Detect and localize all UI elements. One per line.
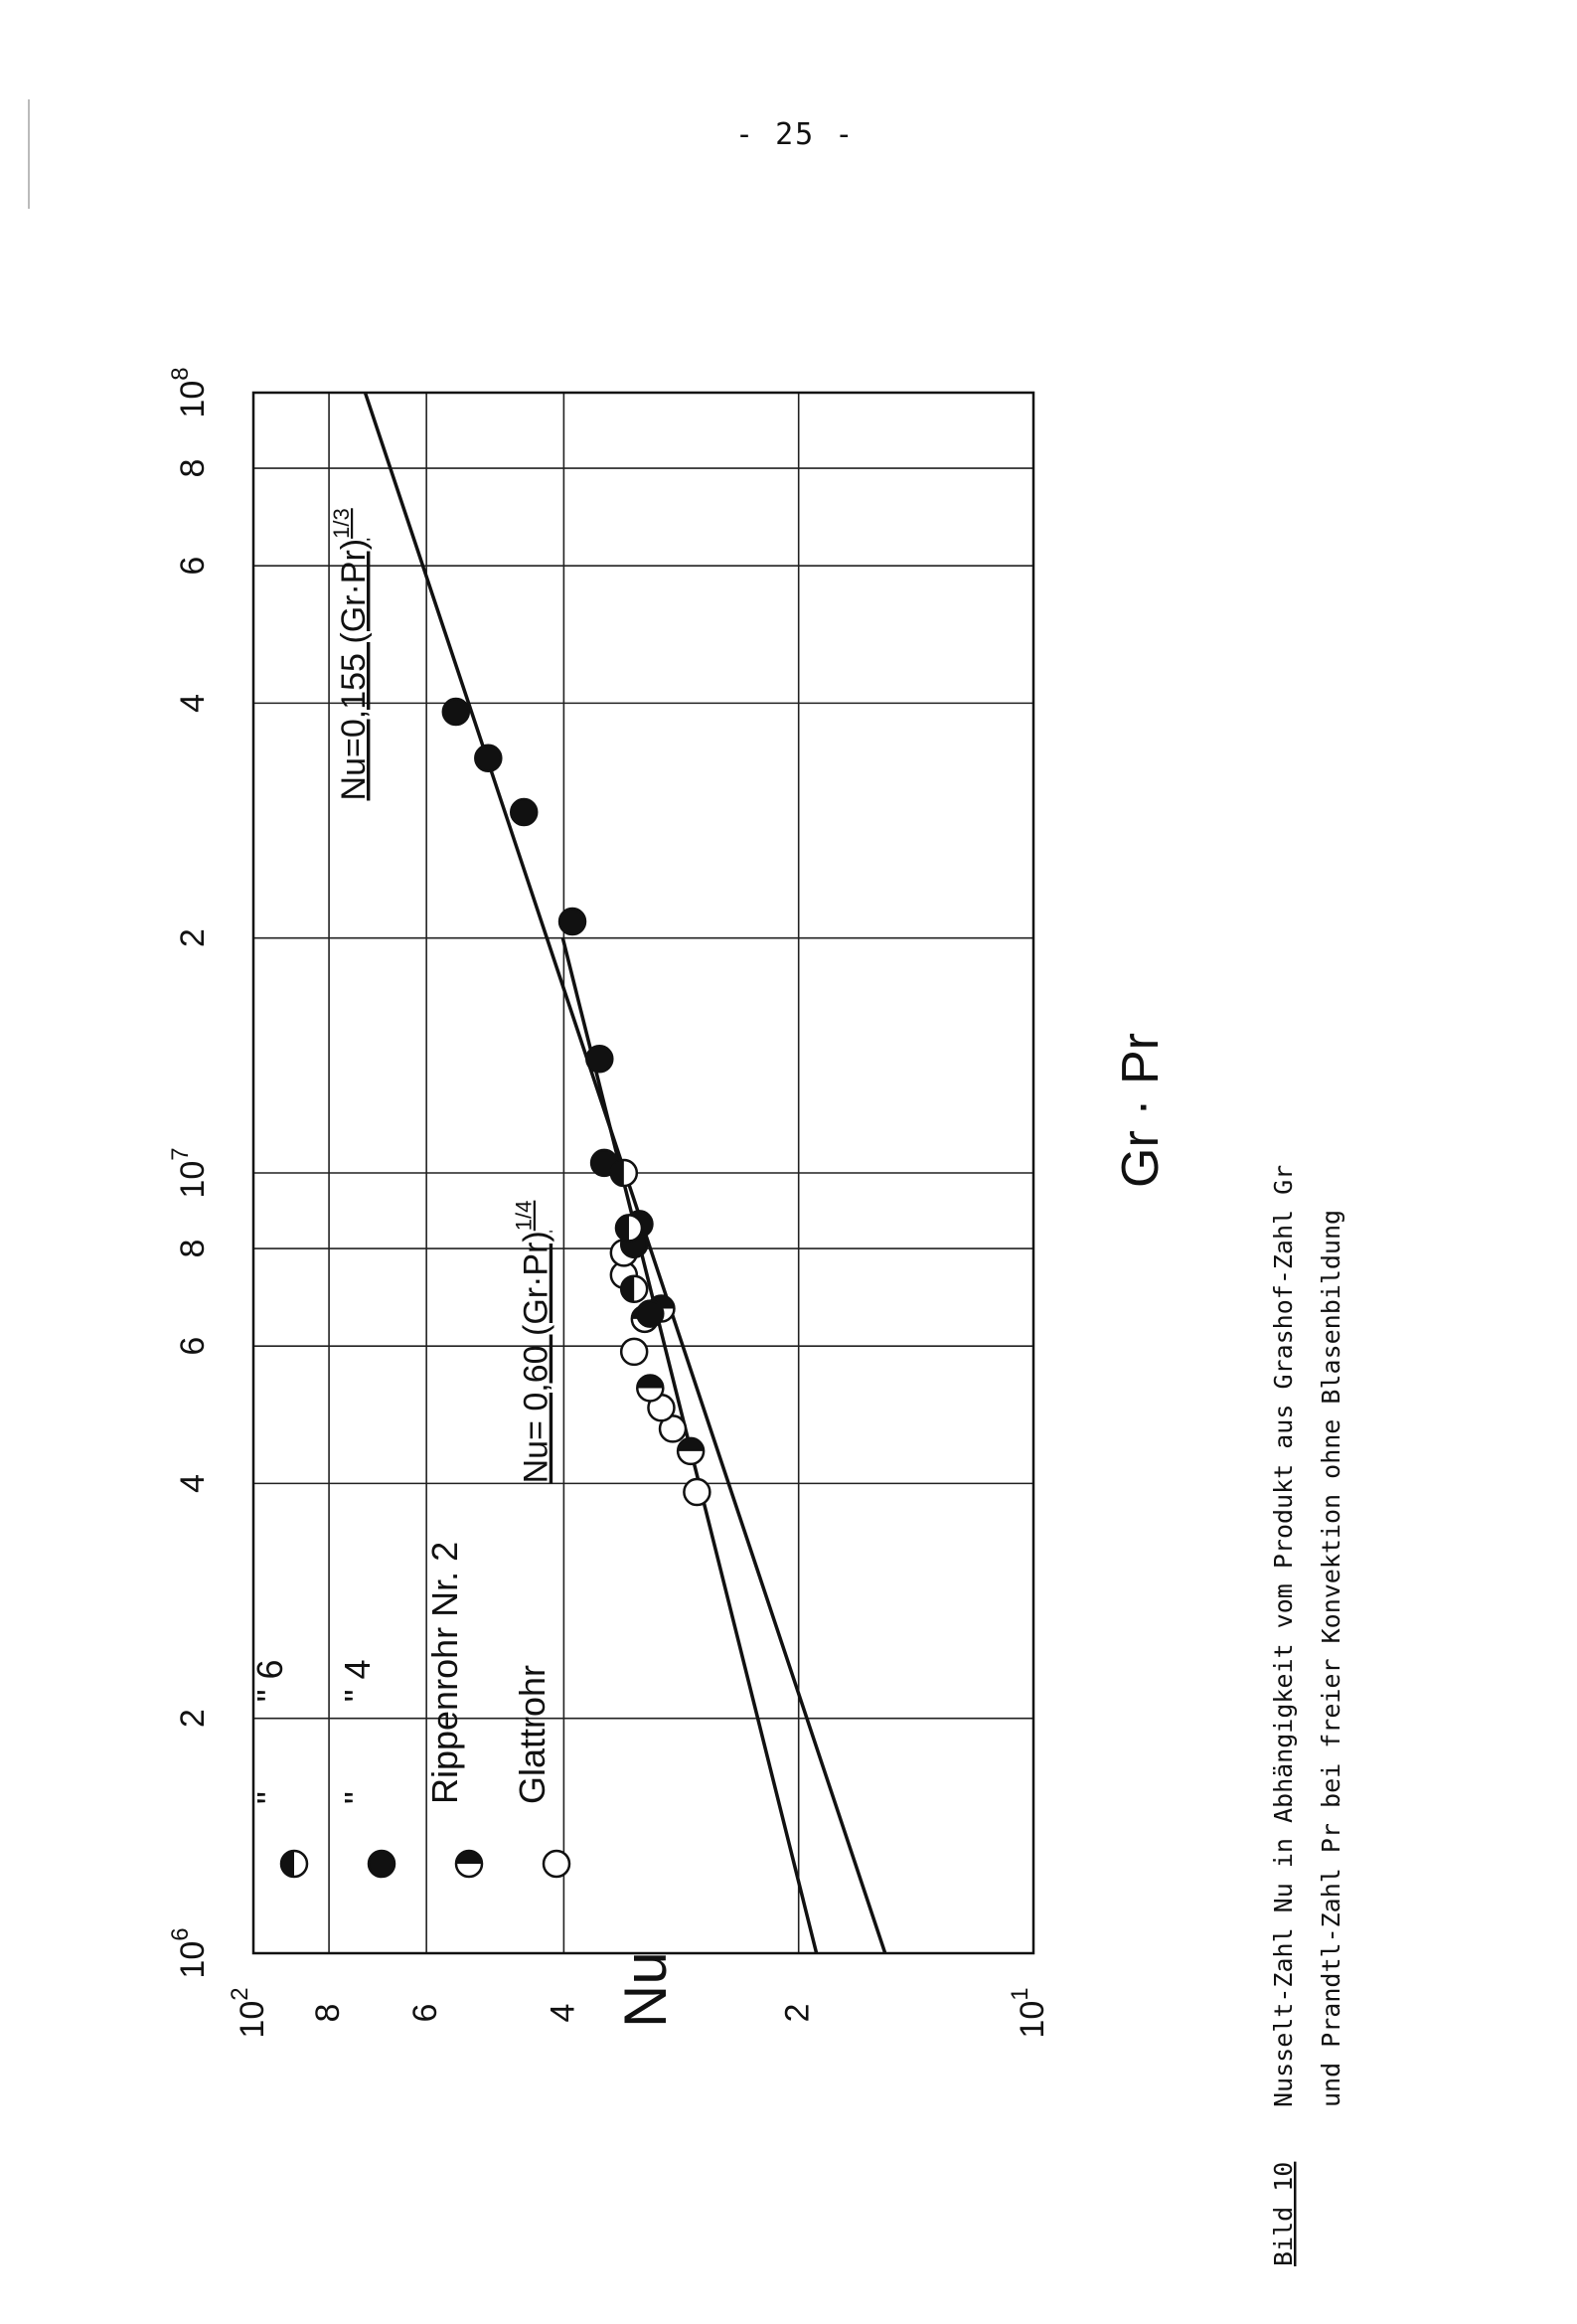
legend	[249, 1542, 569, 1877]
half-right-marker	[616, 1215, 642, 1241]
legend-entry	[249, 1659, 307, 1877]
open-marker	[684, 1479, 710, 1505]
legend-label	[512, 1665, 552, 1804]
svg-text:Glattrohr: Glattrohr	[512, 1664, 552, 1804]
x-tick-label	[167, 367, 212, 417]
filled-marker	[586, 1046, 612, 1072]
data-points	[443, 699, 710, 1505]
svg-text:2: 2	[778, 2003, 817, 2023]
page-number: - 25 -	[735, 117, 856, 152]
legend-entry	[424, 1542, 482, 1877]
half-left-marker	[456, 1851, 482, 1877]
svg-text:101: $10^1$	[1007, 1987, 1051, 2039]
svg-text:4: 4	[174, 693, 212, 713]
legend-label	[249, 1659, 290, 1804]
legend-label	[424, 1542, 465, 1804]
svg-text:8: 8	[174, 1239, 212, 1258]
correlation-label	[329, 508, 373, 800]
half-left-marker	[678, 1438, 704, 1464]
caption-line-1: Nusselt-Zahl Nu in Abhängigkeit vom Produkt aus Grashof-Zahl Gr	[1269, 1164, 1298, 2107]
svg-text:6: 6	[406, 2003, 445, 2023]
svg-text:108: $10^8$	[167, 367, 212, 418]
caption-label: Bild 10	[1269, 2161, 1298, 2266]
svg-text:"" 4: "" 4	[337, 1659, 378, 1804]
legend-entry	[337, 1659, 394, 1877]
y-tick-label	[544, 2004, 581, 2023]
x-tick-label	[174, 1240, 212, 1258]
svg-text:102: $10^2$	[227, 1987, 271, 2039]
filled-marker	[637, 1301, 663, 1327]
svg-text:8: 8	[309, 2003, 348, 2023]
y-tick-label	[1007, 1987, 1051, 2038]
filled-marker	[369, 1851, 394, 1877]
svg-text:Nu=0,155 (Gr·Pr)1/3: Nu=0,155 $(Gr\cdot Pr)^{1/3}$	[328, 508, 373, 801]
half-right-marker	[621, 1276, 647, 1302]
open-marker	[544, 1851, 569, 1877]
svg-text:106: $10^6$	[167, 1927, 212, 1979]
caption-line-2: und Prandtl-Zahl Pr bei freier Konvektion ohne Blasenbildung	[1317, 1209, 1345, 2107]
chart	[167, 367, 1170, 2038]
svg-text:4: 4	[544, 2003, 582, 2023]
legend-label	[337, 1659, 378, 1804]
svg-text:2: 2	[174, 1709, 212, 1729]
x-tick-label	[174, 1709, 212, 1728]
x-tick-label	[174, 1474, 212, 1493]
x-tick-label	[174, 694, 212, 713]
y-tick-label	[406, 2004, 444, 2023]
half-right-marker	[281, 1851, 307, 1877]
filled-marker	[475, 746, 501, 771]
filled-marker	[443, 699, 469, 725]
y-tick-label	[309, 2004, 347, 2023]
svg-text:6: 6	[174, 556, 212, 576]
half-left-marker	[637, 1375, 663, 1401]
y-axis-title: Nu	[612, 1951, 679, 2028]
tick-labels	[167, 367, 1051, 2038]
svg-text:"" 6: "" 6	[249, 1659, 290, 1804]
x-tick-label	[174, 928, 212, 947]
x-tick-label	[174, 557, 212, 576]
svg-text:8: 8	[174, 458, 212, 478]
svg-text:107: $10^7$	[167, 1147, 212, 1199]
y-tick-label	[227, 1987, 271, 2038]
half-right-marker	[611, 1160, 637, 1186]
x-tick-label	[174, 459, 212, 478]
y-tick-label	[779, 2004, 817, 2023]
svg-text:4: 4	[174, 1473, 212, 1493]
figure-caption	[1269, 1165, 1345, 2266]
correlation-label	[512, 1201, 555, 1484]
legend-entry	[512, 1665, 569, 1877]
svg-text:Nu= 0,60 (Gr·Pr)1/4: Nu= 0,60 $(Gr\cdot Pr)^{1/4}$	[511, 1200, 555, 1484]
x-axis-title: Gr · Pr	[1112, 1033, 1170, 1188]
x-tick-label	[167, 1147, 212, 1198]
x-tick-label	[174, 1337, 212, 1356]
x-tick-label	[167, 1927, 212, 1978]
open-marker	[621, 1339, 647, 1365]
svg-text:2: 2	[174, 928, 212, 948]
filled-marker	[559, 909, 585, 934]
filled-marker	[511, 799, 537, 825]
svg-text:Rippenrohr Nr. 2: Rippenrohr Nr. 2	[424, 1541, 465, 1804]
svg-text:6: 6	[174, 1336, 212, 1356]
